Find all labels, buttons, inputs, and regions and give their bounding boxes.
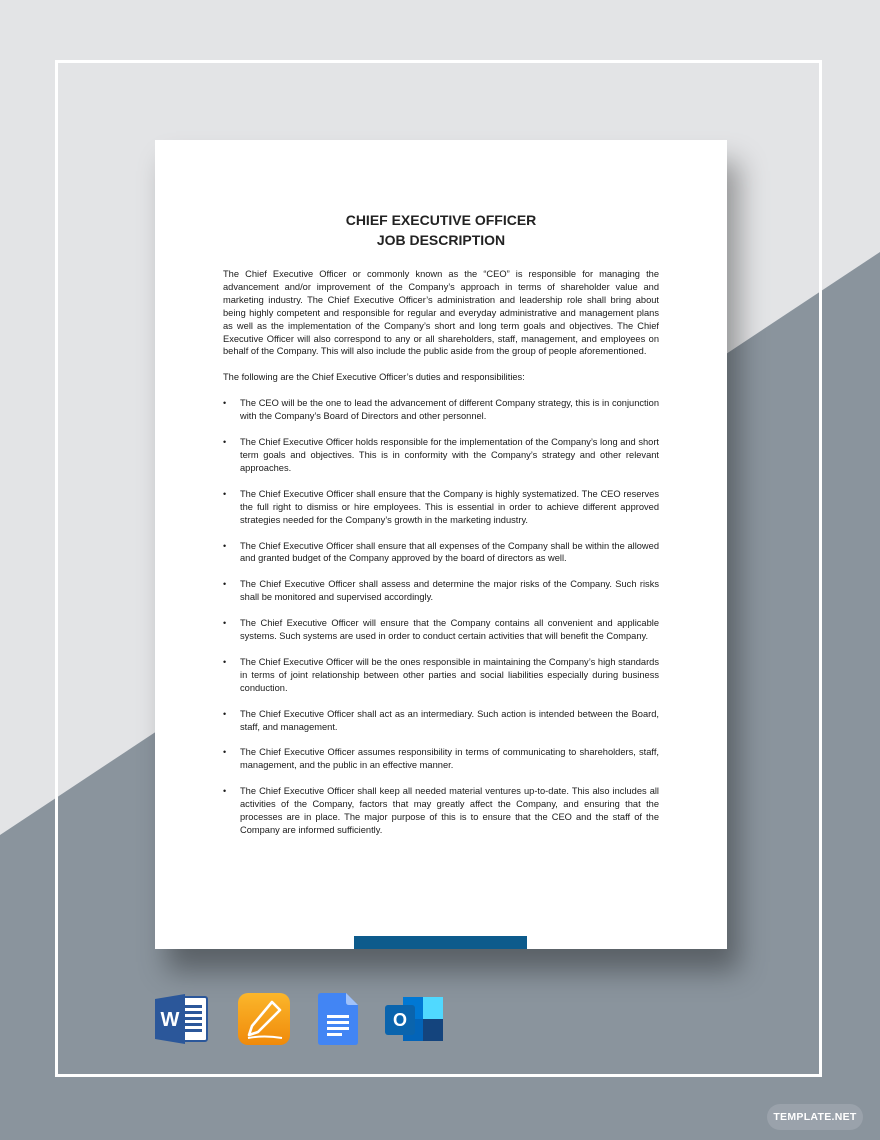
google-docs-icon[interactable] [318,993,358,1045]
accent-bar [354,936,527,949]
bullet-icon: • [223,786,227,797]
document-page [155,140,727,949]
bullet-icon: • [223,488,227,499]
bullet-icon: • [223,618,227,629]
duty-item: • The Chief Executive Officer assumes responsibility in terms of communicating to shareholders, staff, management, and the public in an effective manner. [223,747,659,771]
duty-item: • The Chief Executive Officer will ensure that the Company contains all convenient and applicable systems. Such systems are used in order to conduct certain activities that will benefit the Company. [223,618,659,642]
bullet-icon: • [223,540,227,551]
duty-item: • The Chief Executive Officer shall ensure that the Company is highly systematized. The CEO reserves the full right to dismiss or hire employees. This is essential in order to achieve different approved strategies needed for the Company’s growth in the marketing industry. [223,488,659,525]
outlook-icon[interactable] [385,993,445,1045]
word-letter: W [160,1009,180,1031]
document-title [223,210,659,250]
duty-item: • The Chief Executive Officer shall ensure that all expenses of the Company shall be within the allowed and granted budget of the Company approved by the board of directors as well. [223,540,659,564]
word-icon[interactable] [155,993,209,1045]
duty-item: • The Chief Executive Officer shall act as an intermediary. Such action is intended between the Board, staff, and management. [223,708,659,732]
duty-item: • The Chief Executive Officer holds responsible for the implementation of the Company’s long and short term goals and objectives. This is in conformity with the Company’s strategy and other relevant approaches. [223,437,659,473]
intro-paragraph: The Chief Executive Officer or commonly known as the “CEO” is responsible for managing the advancement and/or improvement of the Company’s approach in terms of shareholder value and marketing industry. The Chief Executive Officer’s administration and leadership role shall bring about being highly competent and responsible for regular and everyday administrative and management plans as well as the implementation of the Company’s short and long term goals and objectives. The Chief Executive Officer will also correspond to any or all shareholders, staff, management, and employees on behalf of the Company. This will also include the public aside from the group of people aforementioned. [223,269,659,357]
duty-item: • The CEO will be the one to lead the advancement of different Company strategy, this is in conjunction with the Company’s Board of Directors and other personnel. [223,398,659,422]
bullet-icon: • [223,398,227,409]
duty-item: • The Chief Executive Officer shall keep all needed material ventures up-to-date. This also includes all activities of the Company, factors that may greatly affect the Company, and ensuring that the processes are in place. The major purpose of this is to ensure that the CEO and the staff of the Company are informed sufficiently. [223,786,659,835]
outlook-letter: O [392,1010,408,1030]
bullet-icon: • [223,579,227,590]
title-line-1: CHIEF EXECUTIVE OFFICER [345,212,537,228]
bullet-icon: • [223,656,227,667]
title-line-2: JOB DESCRIPTION [376,232,506,248]
duty-item: • The Chief Executive Officer will be the ones responsible in maintaining the Company’s high standards in terms of joint relationship between other parties and social liabilities especially during business conduction. [223,656,659,693]
duty-item: • The Chief Executive Officer shall assess and determine the major risks of the Company. Such risks shall be monitored and supervised accordingly. [223,579,659,603]
duties-lead: The following are the Chief Executive Officer’s duties and responsibilities: [223,372,525,383]
bullet-icon: • [223,747,227,758]
brand-label: TEMPLATE.NET [773,1111,857,1123]
bullet-icon: • [223,708,227,719]
template-net-badge[interactable] [767,1104,863,1130]
duties-list [223,397,659,837]
pages-icon[interactable] [238,993,290,1045]
app-icons-row [155,993,455,1045]
bullet-icon: • [223,437,227,448]
